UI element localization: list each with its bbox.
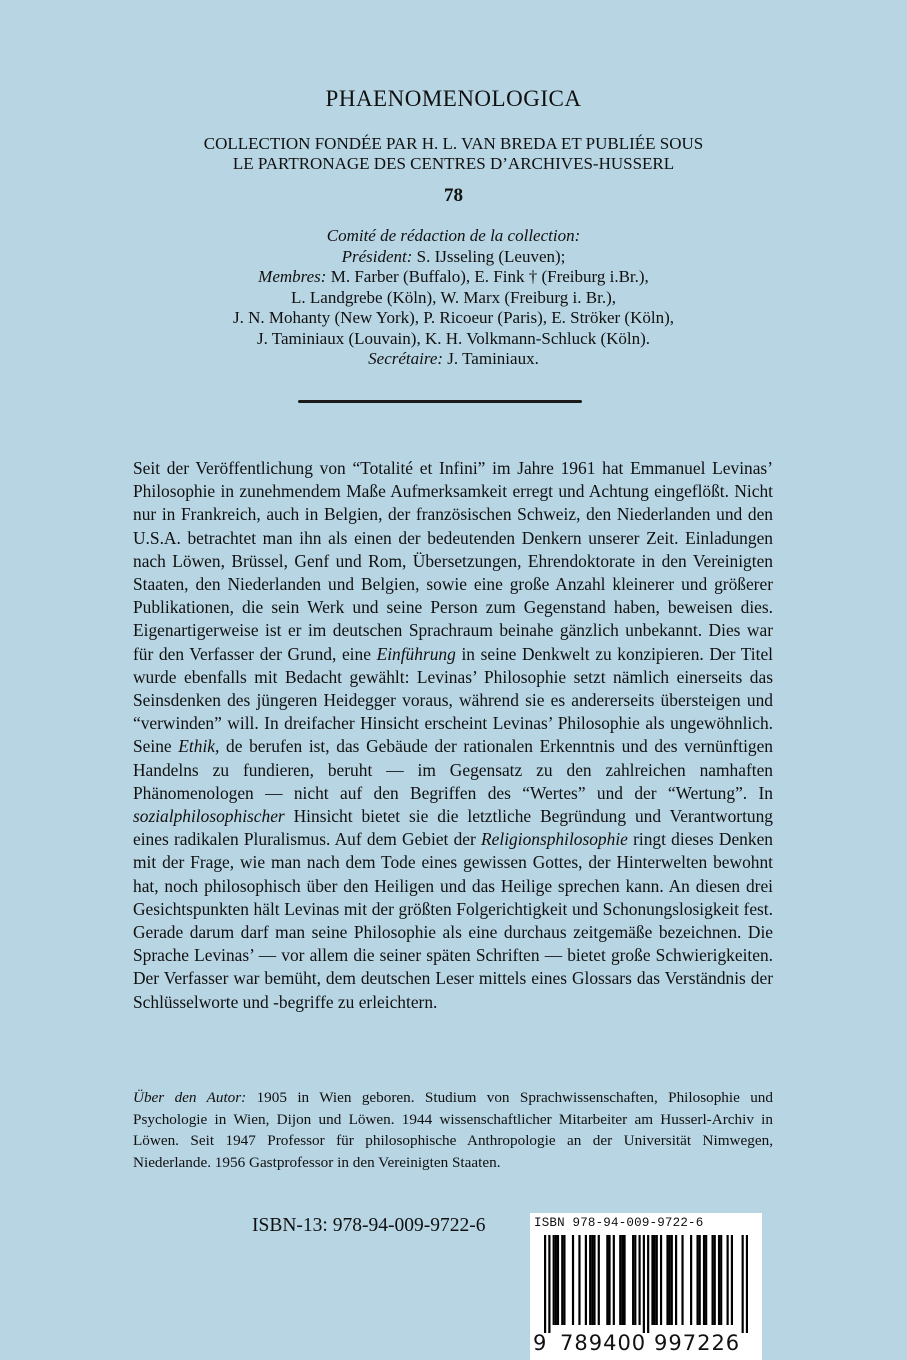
barcode-digit-first: 9	[533, 1331, 548, 1355]
description-text: ringt dieses Denken mit der Frage, wie man nach dem Tode eines gewissen Gottes, der Hinterwelten bewohnt hat, noch philosophisch über den Heiligen und das Heilige sprechen kann. An diesen drei Gesichtspunkten hält Levinas mit der größten Folgerichtigkeit und Schonungslosigkeit fest. Gerade darum darf man seine Philosophie als eine durchaus zeitgemäße bezeichnen. Die Sprache Levinas’ — vor allem die seiner späten Schriften — bietet große Schwierigkeiten. Der Verfasser war bemüht, dem deutschen Leser mittels eines Glossars das Verständnis der Schlüsselworte und -begriffe zu erleichtern.	[133, 829, 773, 1012]
about-author	[133, 1087, 773, 1173]
barcode-bar	[572, 1235, 574, 1325]
barcode-bar	[690, 1235, 692, 1325]
barcode-guard-bar	[746, 1235, 748, 1333]
book-description	[133, 457, 773, 1014]
committee-members-line: J. Taminiaux (Louvain), K. H. Volkmann-Schluck (Köln).	[256, 328, 651, 348]
committee-secretary	[0, 349, 907, 370]
description-emphasis: Ethik,	[178, 736, 220, 757]
description-emphasis: Einführung	[376, 643, 456, 664]
barcode-bar	[669, 1235, 671, 1325]
barcode-guard-bar	[647, 1235, 649, 1333]
barcode-bar	[699, 1235, 701, 1325]
barcode-isbn-text: ISBN 978-94-009-9722-6	[534, 1216, 704, 1230]
barcode-bar	[660, 1235, 662, 1325]
barcode-bars	[544, 1235, 748, 1333]
committee-heading: Comité de rédaction de la collection:	[326, 226, 581, 245]
barcode-guard-bar	[544, 1235, 546, 1333]
secretary-value: J. Taminiaux.	[443, 349, 539, 368]
committee-members-line: J. N. Mohanty (New York), P. Ricoeur (Paris), E. Ströker (Köln),	[232, 308, 674, 327]
committee-president	[0, 247, 907, 268]
description-emphasis: Religionsphilosophie	[481, 829, 628, 850]
barcode-bar	[593, 1235, 595, 1325]
barcode-guard-bar	[548, 1235, 550, 1333]
barcode-bar	[632, 1235, 634, 1325]
barcode-bar	[718, 1235, 720, 1325]
barcode-bar	[711, 1235, 713, 1325]
about-author-label: Über den Autor:	[133, 1089, 247, 1106]
members-label: Membres:	[258, 267, 327, 286]
president-label: Président:	[341, 246, 413, 266]
barcode-bar	[705, 1235, 707, 1325]
barcode-guard-bar	[742, 1235, 744, 1333]
divider-rule	[298, 400, 582, 403]
barcode-bar	[561, 1235, 563, 1325]
barcode-bar	[606, 1235, 608, 1325]
barcode-bar	[731, 1235, 733, 1325]
barcode-bar	[623, 1235, 625, 1325]
description-text: Seit der Veröffentlichung von “Totalité et Infini” im Jahre 1961 hat Emmanuel Levinas’ Philosophie in zunehmendem Maße Aufmerksamkeit erregt und Achtung eingeflößt. Nicht nur in Frankreich, auch in Belgien, der französischen Schweiz, den Niederlanden und den U.S.A. betrachtet man ihn als einen der bedeutenden Denkern unserer Zeit. Einladungen nach Löwen, Brüssel, Genf und Rom, Übersetzungen, Ehrendoktorate in den Vereinigten Staaten, den Niederlanden und Belgien, sowie eine große Anzahl kleinerer und größerer Publikationen, die sein Werk und seine Person zum Gegenstand haben, beweisen dies. Eigenartigerweise ist er im deutschen Sprachraum beinahe gänzlich unbekannt. Dies war für den Verfasser der Grund, eine	[133, 458, 773, 664]
series-title: PHAENOMENOLOGICA	[325, 86, 582, 111]
isbn-barcode	[530, 1213, 762, 1360]
barcode-bar	[563, 1235, 565, 1325]
barcode-bar	[654, 1235, 656, 1325]
description-text: Hinsicht bietet sie die letztliche Begründung und Verantwortung eines radikalen Pluralismus. Auf dem Gebiet der	[133, 806, 773, 850]
barcode-bar	[555, 1235, 557, 1325]
barcode-bar	[608, 1235, 610, 1325]
barcode-bar	[703, 1235, 705, 1325]
barcode-digits-left: 789400	[560, 1331, 647, 1355]
barcode-bar	[634, 1235, 636, 1325]
barcode-bar	[656, 1235, 658, 1325]
collection-line: COLLECTION FONDÉE PAR H. L. VAN BREDA ET PUBLIÉE SOUS	[203, 134, 704, 153]
barcode-bar	[585, 1235, 587, 1325]
volume-number: 78	[444, 185, 463, 206]
barcode-bar	[681, 1235, 683, 1325]
description-text: in seine Denkwelt zu konzipieren. Der Titel wurde ebenfalls mit Bedacht gewählt: Levinas’ Philosophie setzt nämlich einerseits das Seinsdenken des jüngeren Heidegger voraus, während sie es andererseits übersteigen und “verwinden” will. In dreifacher Hinsicht erscheint Levinas’ Philosophie als ungewöhnlich. Seine	[133, 643, 773, 757]
barcode-bar	[553, 1235, 555, 1325]
barcode-bar	[578, 1235, 580, 1325]
barcode-bar	[619, 1235, 621, 1325]
barcode-bar	[671, 1235, 673, 1325]
editorial-committee	[0, 226, 907, 370]
barcode-bar	[598, 1235, 600, 1325]
committee-members-line: L. Landgrebe (Köln), W. Marx (Freiburg i. Br.),	[291, 287, 616, 307]
barcode-guard-bar	[643, 1235, 645, 1333]
barcode-bar	[666, 1235, 668, 1325]
barcode-bar	[621, 1235, 623, 1325]
barcode-bar	[589, 1235, 591, 1325]
barcode-bar	[651, 1235, 653, 1325]
members-value: M. Farber (Buffalo), E. Fink † (Freiburg i.Br.),	[326, 267, 649, 286]
committee-members	[0, 267, 907, 288]
description-paragraph	[133, 457, 773, 1014]
description-text: de berufen ist, das Gebäude der rationalen Erkenntnis und des vernünftigen Handelns zu fundieren, beruht — im Gegensatz zu den zahlreichen namhaften Phänomenologen — nicht auf den Begriffen des “Wertes” und der “Wertung”. In	[133, 736, 774, 803]
barcode-bar	[696, 1235, 698, 1325]
collection-line: LE PARTRONAGE DES CENTRES D’ARCHIVES-HUSSERL	[232, 154, 675, 173]
description-emphasis: sozialphilosophischer	[133, 806, 285, 827]
barcode-bar	[714, 1235, 716, 1325]
barcode-digits-right: 997226	[654, 1331, 741, 1355]
barcode-bar	[591, 1235, 593, 1325]
barcode-bar	[557, 1235, 559, 1325]
president-value: S. IJsseling (Leuven);	[412, 246, 566, 266]
collection-note	[0, 134, 907, 174]
barcode-bar	[675, 1235, 677, 1325]
isbn-label: ISBN-13: 978-94-009-9722-6	[252, 1215, 486, 1236]
secretary-label: Secrétaire:	[368, 349, 444, 368]
about-author-text: 1905 in Wien geboren. Studium von Sprachwissenschaften, Philosophie und Psychologie in Wien, Dijon und Löwen. 1944 wissenschaftlicher Mitarbeiter am Husserl-Archiv in Löwen. Seit 1947 Professor für philosophische Anthropologie an der Universität Nimwegen, Niederlande. 1956 Gastprofessor in den Vereinigten Staaten.	[133, 1089, 773, 1171]
barcode-bar	[613, 1235, 615, 1325]
barcode-bar	[727, 1235, 729, 1325]
barcode-bar	[720, 1235, 722, 1325]
barcode-bar	[638, 1235, 640, 1325]
